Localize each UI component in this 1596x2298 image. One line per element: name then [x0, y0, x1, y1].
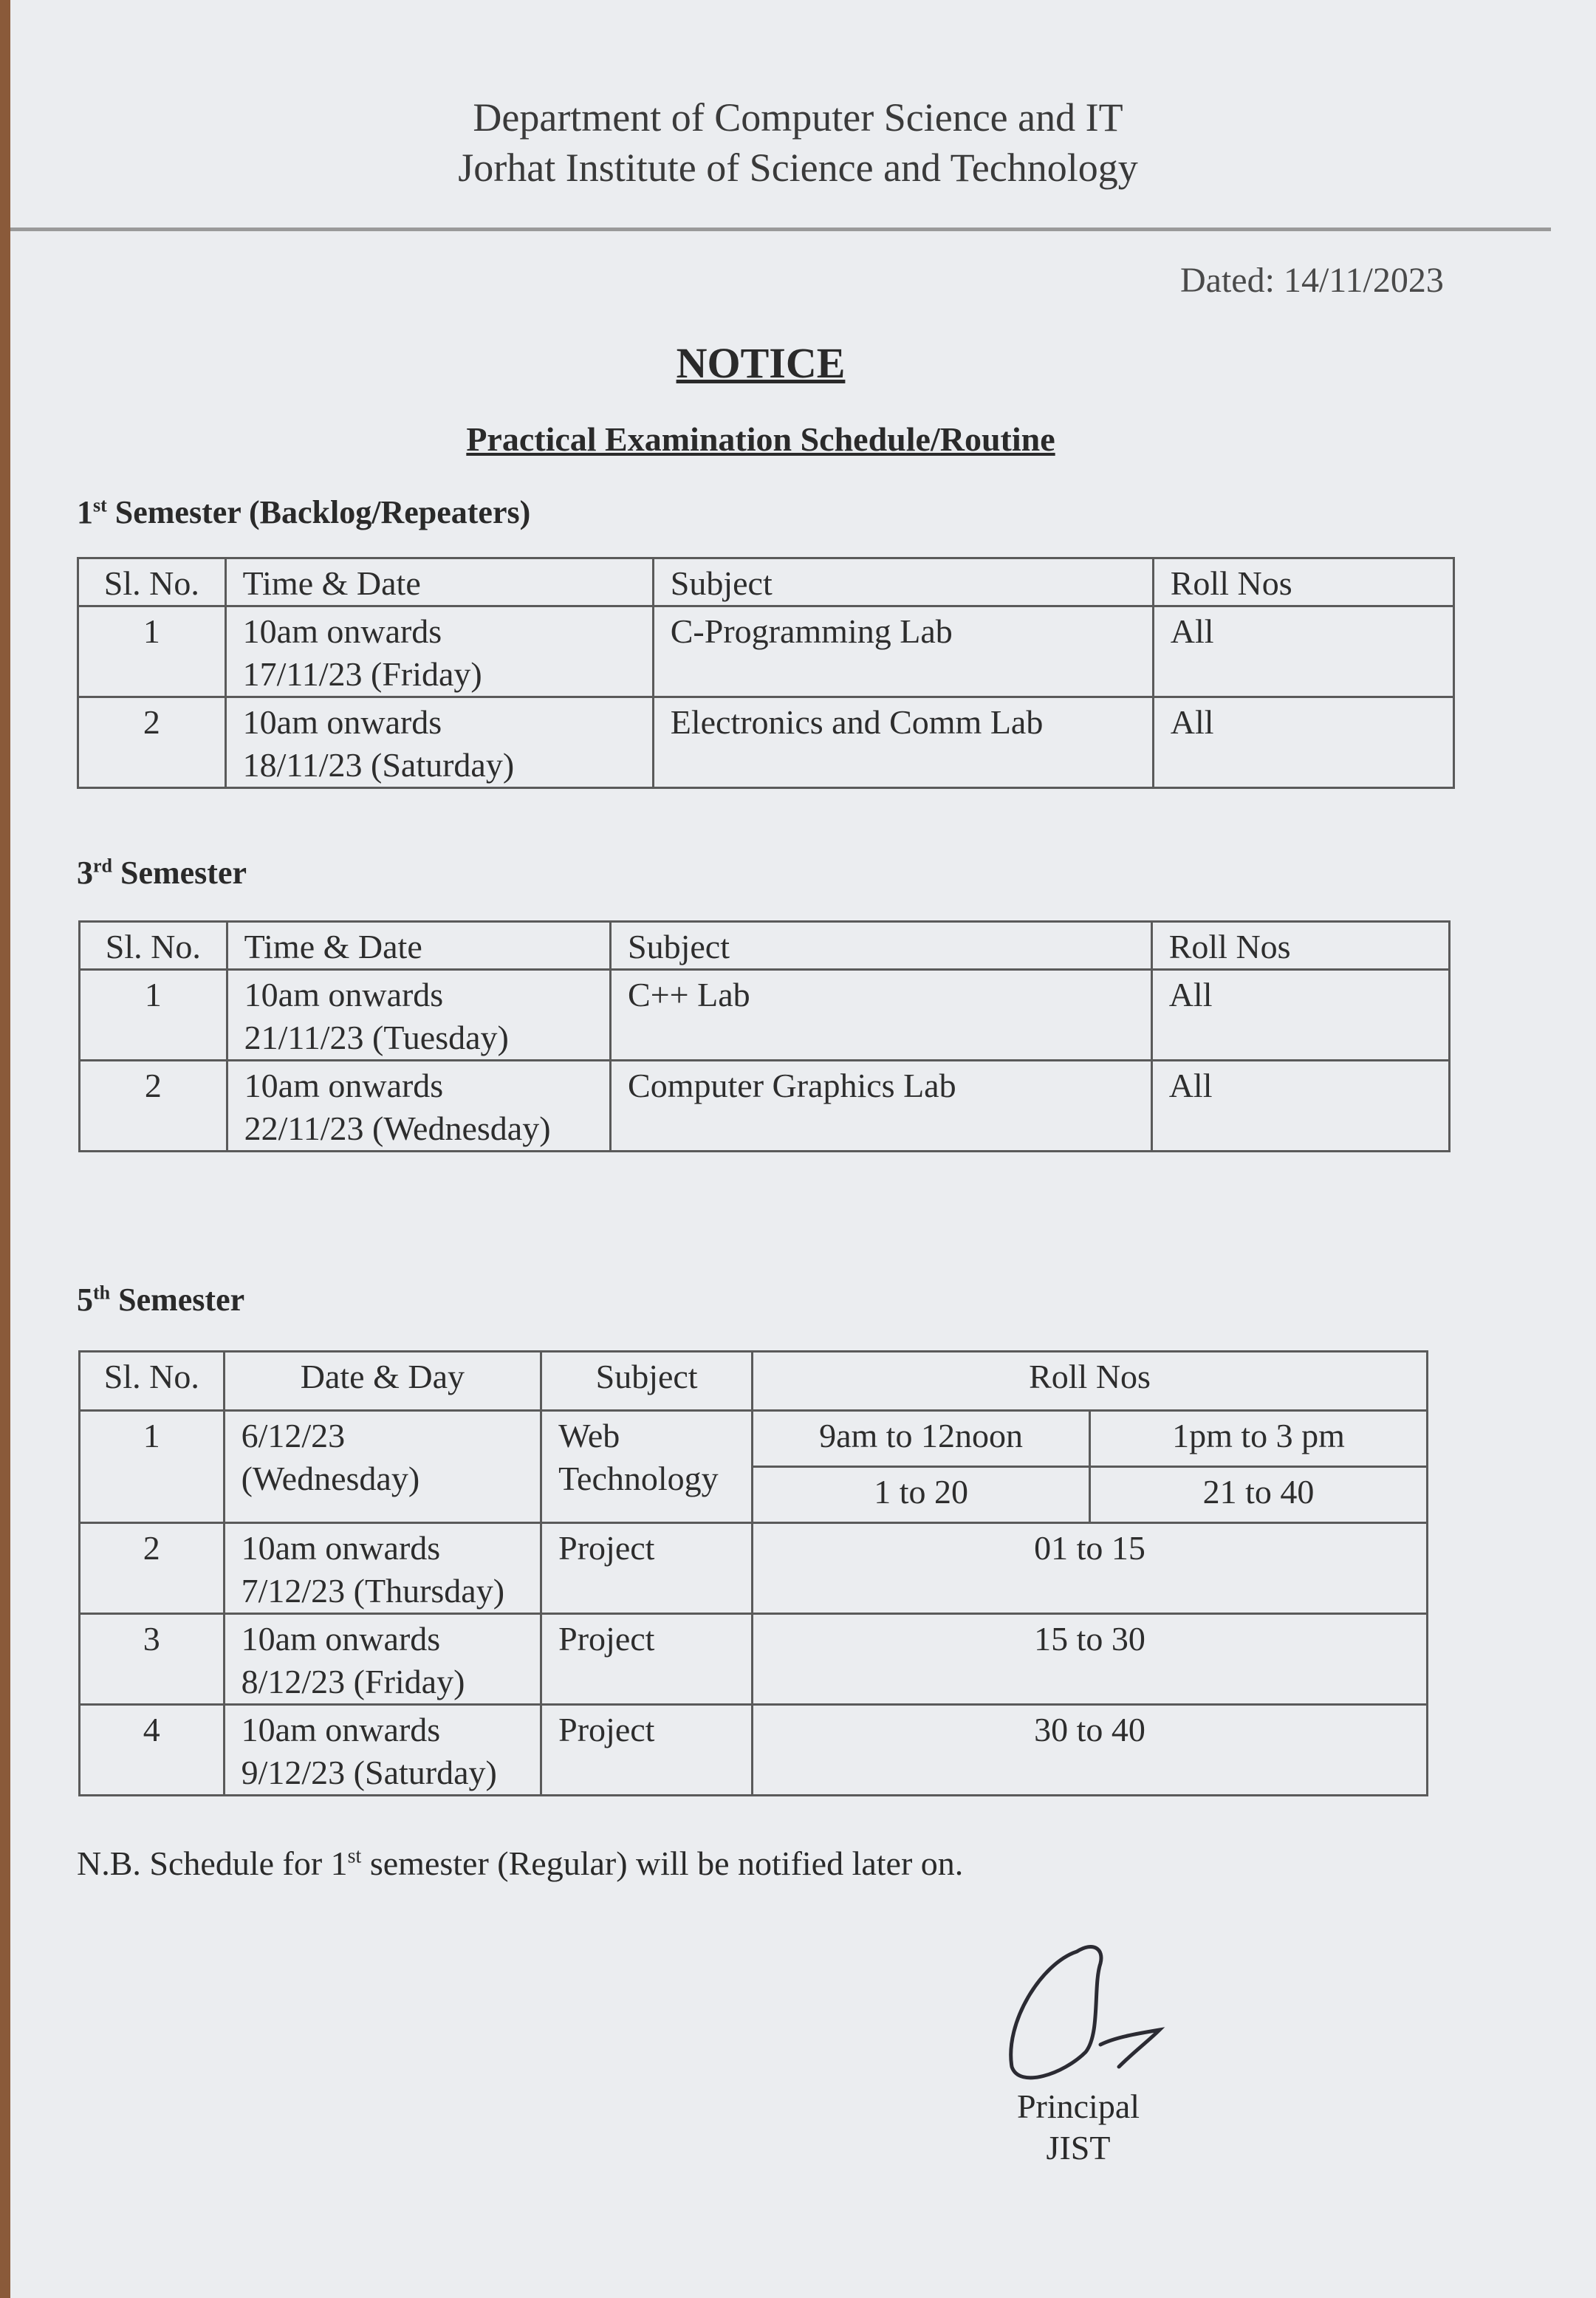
- table-row: [78, 606, 1454, 697]
- header-divider: [10, 228, 1551, 231]
- table-header-row: [80, 1352, 1428, 1411]
- col-header: Sl. No.: [78, 558, 226, 606]
- sl-cell: 2: [80, 1061, 227, 1152]
- sem1-heading: 1st Semester (Backlog/Repeaters): [77, 494, 531, 530]
- notice-subtitle: Practical Examination Schedule/Routine: [466, 420, 1055, 458]
- subject-cell: Project: [541, 1705, 753, 1796]
- col-header: Date & Day: [224, 1352, 541, 1411]
- sl-cell: 3: [80, 1614, 225, 1705]
- time-date-cell: 10am onwards 22/11/23 (Wednesday): [227, 1061, 610, 1152]
- table-row: [80, 1705, 1428, 1796]
- table-row: [80, 1614, 1428, 1705]
- sl-cell: 2: [78, 697, 226, 788]
- col-header: Subject: [541, 1352, 753, 1411]
- signatory-title: Principal: [1016, 2087, 1140, 2125]
- date-day-cell: 6/12/23 (Wednesday): [224, 1411, 541, 1523]
- subject-cell: C++ Lab: [611, 970, 1152, 1061]
- table-row: [80, 1411, 1428, 1467]
- subject-cell: Electronics and Comm Lab: [653, 697, 1153, 788]
- sem5-table: [78, 1350, 1428, 1796]
- institute-name: Jorhat Institute of Science and Technology: [458, 146, 1138, 190]
- col-header: Subject: [653, 558, 1153, 606]
- col-header: Roll Nos: [753, 1352, 1428, 1411]
- roll-cell: All: [1151, 1061, 1449, 1152]
- notice-date: Dated: 14/11/2023: [1180, 261, 1444, 300]
- time-slot-cell: 9am to 12noon: [753, 1411, 1090, 1467]
- col-header: Subject: [611, 922, 1152, 970]
- subject-cell: Web Technology: [541, 1411, 753, 1523]
- sl-cell: 1: [80, 970, 227, 1061]
- roll-cell: All: [1153, 606, 1453, 697]
- sl-cell: 4: [80, 1705, 225, 1796]
- sl-cell: 1: [78, 606, 226, 697]
- nb-note: N.B. Schedule for 1st semester (Regular) will be notified later on.: [77, 1844, 964, 1882]
- roll-cell: 1 to 20: [753, 1467, 1090, 1523]
- time-date-cell: 10am onwards 9/12/23 (Saturday): [224, 1705, 541, 1796]
- subject-cell: Project: [541, 1614, 753, 1705]
- sl-cell: 2: [80, 1523, 225, 1614]
- signatory-org: JIST: [1046, 2129, 1111, 2167]
- signatory-block: [960, 2086, 1196, 2169]
- roll-cell: 21 to 40: [1090, 1467, 1428, 1523]
- col-header: Roll Nos: [1153, 558, 1453, 606]
- time-date-cell: 10am onwards 21/11/23 (Tuesday): [227, 970, 610, 1061]
- sem1-table: [77, 557, 1455, 789]
- roll-cell: 15 to 30: [753, 1614, 1428, 1705]
- sem3-table: [78, 920, 1451, 1152]
- col-header: Time & Date: [227, 922, 610, 970]
- roll-cell: 30 to 40: [753, 1705, 1428, 1796]
- time-date-cell: 10am onwards 7/12/23 (Thursday): [224, 1523, 541, 1614]
- subject-cell: Project: [541, 1523, 753, 1614]
- roll-cell: All: [1153, 697, 1453, 788]
- sl-cell: 1: [80, 1411, 225, 1523]
- col-header: Sl. No.: [80, 1352, 225, 1411]
- table-header-row: [80, 922, 1450, 970]
- time-date-cell: 10am onwards 8/12/23 (Friday): [224, 1614, 541, 1705]
- table-row: [78, 697, 1454, 788]
- department-name: Department of Computer Science and IT: [473, 95, 1123, 140]
- col-header: Sl. No.: [80, 922, 227, 970]
- col-header: Time & Date: [225, 558, 653, 606]
- time-slot-cell: 1pm to 3 pm: [1090, 1411, 1428, 1467]
- table-header-row: [78, 558, 1454, 606]
- subject-cell: Computer Graphics Lab: [611, 1061, 1152, 1152]
- col-header: Roll Nos: [1151, 922, 1449, 970]
- subject-cell: C-Programming Lab: [653, 606, 1153, 697]
- time-date-cell: 10am onwards 18/11/23 (Saturday): [225, 697, 653, 788]
- table-row: [80, 970, 1450, 1061]
- table-row: [80, 1061, 1450, 1152]
- table-row: [80, 1523, 1428, 1614]
- sem3-heading: 3rd Semester: [77, 855, 247, 891]
- time-date-cell: 10am onwards 17/11/23 (Friday): [225, 606, 653, 697]
- sem5-heading: 5th Semester: [77, 1282, 245, 1318]
- roll-cell: All: [1151, 970, 1449, 1061]
- signature: [990, 1941, 1189, 2089]
- roll-cell: 01 to 15: [753, 1523, 1428, 1614]
- notice-title: NOTICE: [676, 339, 846, 387]
